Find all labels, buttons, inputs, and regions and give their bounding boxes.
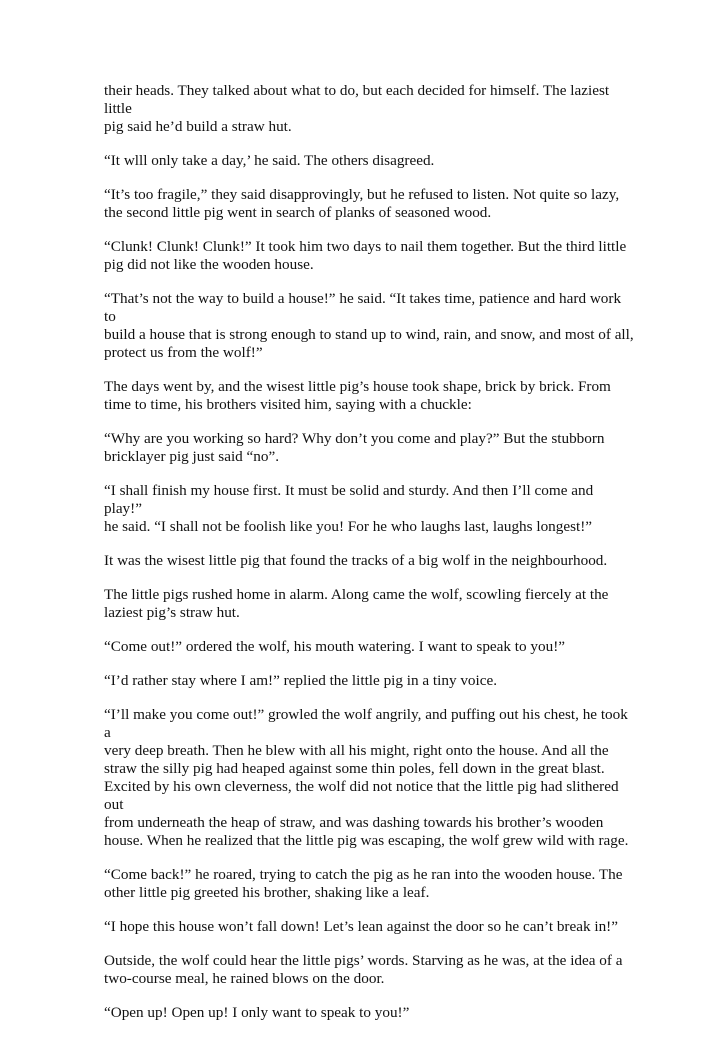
paragraph-10: The little pigs rushed home in alarm. Along came the wolf, scowling fiercely at the laziest pig’s straw hut. — [104, 586, 609, 621]
paragraph-7: “Why are you working so hard? Why don’t you come and play?” But the stubborn bricklayer pig just said “no”. — [104, 430, 605, 465]
paragraph-8: “I shall finish my house first. It must be solid and sturdy. And then I’ll come and play!” he said. “I shall not be foolish like you! For he who laughs last, laughs longest!” — [104, 482, 594, 535]
paragraph-15: “I hope this house won’t fall down! Let’s lean against the door so he can’t break in!” — [104, 918, 618, 935]
paragraph-11: “Come out!” ordered the wolf, his mouth watering. I want to speak to you!” — [104, 638, 565, 655]
paragraph-2: “It wlll only take a day,’ he said. The others disagreed. — [104, 152, 435, 169]
paragraph-13: “I’ll make you come out!” growled the wolf angrily, and puffing out his chest, he took a very deep breath. Then he blew with all his might, right onto the house. And all the straw the silly pig had heaped against some thin poles, fell down in the great blast. Excited by his own cleverness, the wolf did not notice that the little pig had slithered out from underneath the heap of straw, and was dashing towards his brother’s wooden house. When he realized that the little pig was escaping, the wolf grew wild with rage. — [104, 706, 629, 849]
paragraph-1: their heads. They talked about what to do, but each decided for himself. The laziest little pig said he’d build a straw hut. — [104, 82, 610, 135]
paragraph-17: “Open up! Open up! I only want to speak to you!” — [104, 1004, 410, 1021]
paragraph-3: “It’s too fragile,” they said disapprovingly, but he refused to listen. Not quite so lazy, the second little pig went in search of planks of seasoned wood. — [104, 186, 620, 221]
paragraph-9: It was the wisest little pig that found the tracks of a big wolf in the neighbourhood. — [104, 552, 608, 569]
paragraph-4: “Clunk! Clunk! Clunk!” It took him two days to nail them together. But the third little pig did not like the wooden house. — [104, 238, 627, 273]
paragraph-16: Outside, the wolf could hear the little pigs’ words. Starving as he was, at the idea of a two-course meal, he rained blows on the door. — [104, 952, 623, 987]
document-page — [104, 82, 634, 1038]
paragraph-5: “That’s not the way to build a house!” he said. “It takes time, patience and hard work to build a house that is strong enough to stand up to wind, rain, and snow, and most of all, protect us from the wolf!” — [104, 290, 634, 361]
paragraph-12: “I’d rather stay where I am!” replied the little pig in a tiny voice. — [104, 672, 498, 689]
paragraph-14: “Come back!” he roared, trying to catch the pig as he ran into the wooden house. The other little pig greeted his brother, shaking like a leaf. — [104, 866, 623, 901]
paragraph-6: The days went by, and the wisest little pig’s house took shape, brick by brick. From time to time, his brothers visited him, saying with a chuckle: — [104, 378, 611, 413]
